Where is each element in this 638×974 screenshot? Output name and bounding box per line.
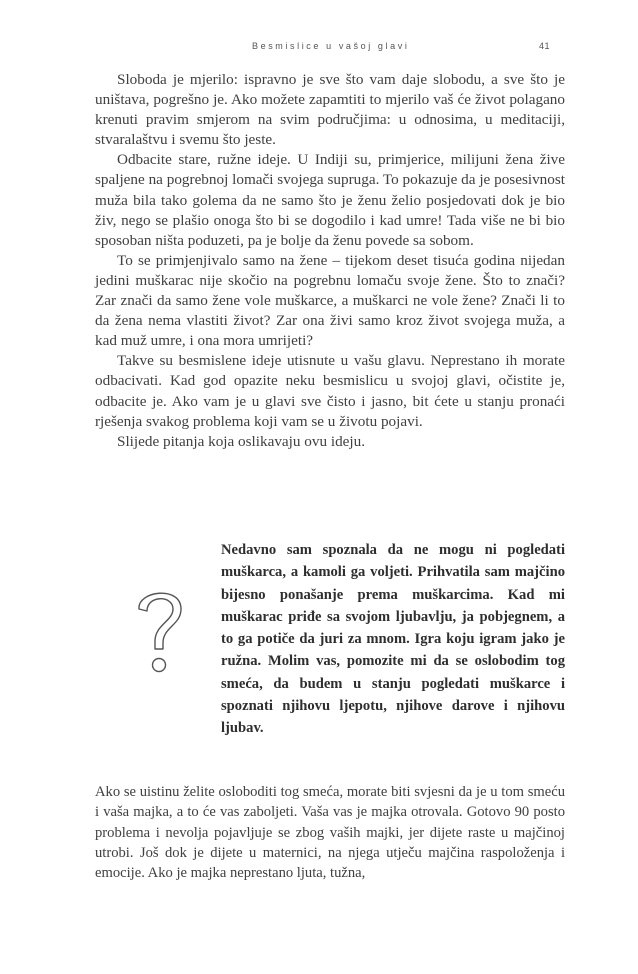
question-text: Nedavno sam spoznala da ne mogu ni pogledati muškarca, a kamoli ga voljeti. Prihvatila sam majčino bijesno ponašanje prema muškarcima. Kad mi muškarac priđe sa svojom ljubavlju, ja pobjegnem, a to ga potiče da juri za mnom. Igra koju igram jako je ružna. Molim vas, pomozite mi da se oslobodim tog smeća, da budem u stanju pogledati muškarce i spoznati njihovu ljepotu, njihove darove i njihovu ljubav. [221,542,565,737]
paragraph: Odbacite stare, ružne ideje. U Indiji su, primjerice, milijuni žena žive spaljene na pogrebnoj lomači svojega supruga. To pokazuje da je posesivnost muža bila tako golema da ne samo što je ženu želio posjedovati dok je bio živ, nego se plašio onoga što bi se dogodilo i kad umre! Tada više ne bi bio sposoban ništa poduzeti, pa je bolje da ženu povede sa sobom. [95,151,565,249]
paragraph: Sloboda je mjerilo: ispravno je sve što vam daje slobodu, a sve što je uništava, pogrešno je. Ako možete zapamtiti to mjerilo vaš će život polagano krenuti pravim smjerom na svim područjima: u odnosima, u meditaciji, stvaralaštvu i svemu što jeste. [95,71,565,149]
answer-paragraph: Ako se uistinu želite osloboditi tog smeća, morate biti svjesni da je u tom smeću i vaša majka, a to će vas zaboljeti. Vaša vas je majka otrovala. Gotovo 90 posto problema i nevolja pojavljuje se zbog vaših majki, jer dijete raste u majčinoj utrobi. Još dok je dijete u maternici, na njega utječu majčina raspoloženja i emocije. Ako je majka neprestano ljuta, tužna, [95,784,565,882]
question-block [95,539,565,739]
paragraph: Takve su besmislene ideje utisnute u vašu glavu. Neprestano ih morate odbacivati. Kad god opazite neku besmislicu u svojoj glavi, očistite je, odbacite je. Ako vam je u glavi sve čisto i jasno, bit ćete u stanju pronaći rješenja svakog problema koji vam se u životu pojavi. [95,352,565,430]
answer-text [95,782,565,883]
body-text [95,70,565,452]
running-title: Besmislice u vašoj glavi [252,41,410,51]
paragraph: To se primjenjivalo samo na žene – tijekom deset tisuća godina nijedan jedini muškarac nije skočio na pogrebnu lomaču svoje žene. Što to znači? Zar znači da samo žene vole muškarce, a muškarci ne vole žene? Znači li to da žena nema vlastiti život? Zar ona živi samo kroz život svojega muža, a kad muž umre, i ona mora umrijeti? [95,251,565,350]
paragraph: Slijede pitanja koja oslikavaju ovu ideju. [117,432,366,450]
question-mark-outline-icon [133,583,187,678]
page-number: 41 [539,41,551,51]
